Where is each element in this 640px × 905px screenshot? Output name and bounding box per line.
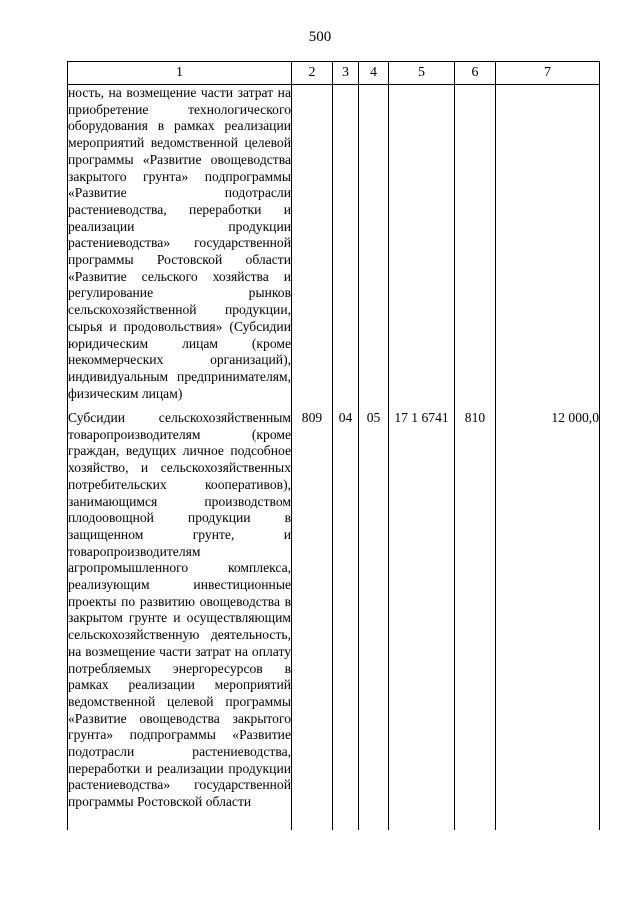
row-amount: 12 000,0 [496,405,600,830]
row-amount [496,85,600,406]
row-section-code [333,85,359,406]
header-col-6: 6 [455,62,496,85]
row-description-cell [68,405,292,830]
budget-table-wrapper [67,61,599,830]
header-col-2: 2 [292,62,333,85]
budget-table [67,61,600,830]
header-col-1: 1 [68,62,292,85]
row-description: ность, на возмещение части затрат на приобретение технологического оборудования в рамках реализации мероприятий ведомственной целевой программы «Развитие овощеводства закрытого грунта» подпрограммы «Развитие подотрасли растениеводства, переработки и реализации продукции растениеводства» государственной программы Ростовской области «Развитие сельского хозяйства и регулирование рынков сельскохозяйственной продукции, сырья и продовольствия» (Субсидии юридическим лицам (кроме некоммерческих организаций), индивидуальным предпринимателям, физическим лицам) [68,85,291,401]
header-col-3: 3 [333,62,359,85]
page-number: 500 [308,29,332,45]
header-col-7: 7 [496,62,600,85]
row-description-cell [68,85,292,406]
row-expense-type-code: 810 [455,405,496,830]
table-row [68,405,600,830]
row-subsection-code [359,85,389,406]
row-target-article-code: 17 1 6741 [389,405,455,830]
row-target-article-code [389,85,455,406]
header-col-4: 4 [359,62,389,85]
header-col-5: 5 [389,62,455,85]
row-description: Субсидии сельскохозяйственным товаропроизводителям (кроме граждан, ведущих личное подсобное хозяйство, и сельскохозяйственных потребительских кооперативов), занимающимся производством плодоовощной продукции в защищенном грунте, и товаропроизводителям агропромышленного комплекса, реализующим инвестиционные проекты по развитию овощеводства в закрытом грунте и осуществляющим сельскохозяйственную деятельность, на возмещение части затрат на оплату потребляемых энергоресурсов в рамках реализации мероприятий ведомственной целевой программы «Развитие овощеводства закрытого грунта» подпрограммы «Развитие подотрасли растениеводства, переработки и реализации продукции растениеводства» государственной программы Ростовской области [68,410,291,810]
table-row [68,85,600,406]
row-section-code: 04 [333,405,359,830]
row-ministry-code: 809 [292,405,333,830]
row-subsection-code: 05 [359,405,389,830]
table-header-row [68,62,600,85]
row-ministry-code [292,85,333,406]
row-expense-type-code [455,85,496,406]
